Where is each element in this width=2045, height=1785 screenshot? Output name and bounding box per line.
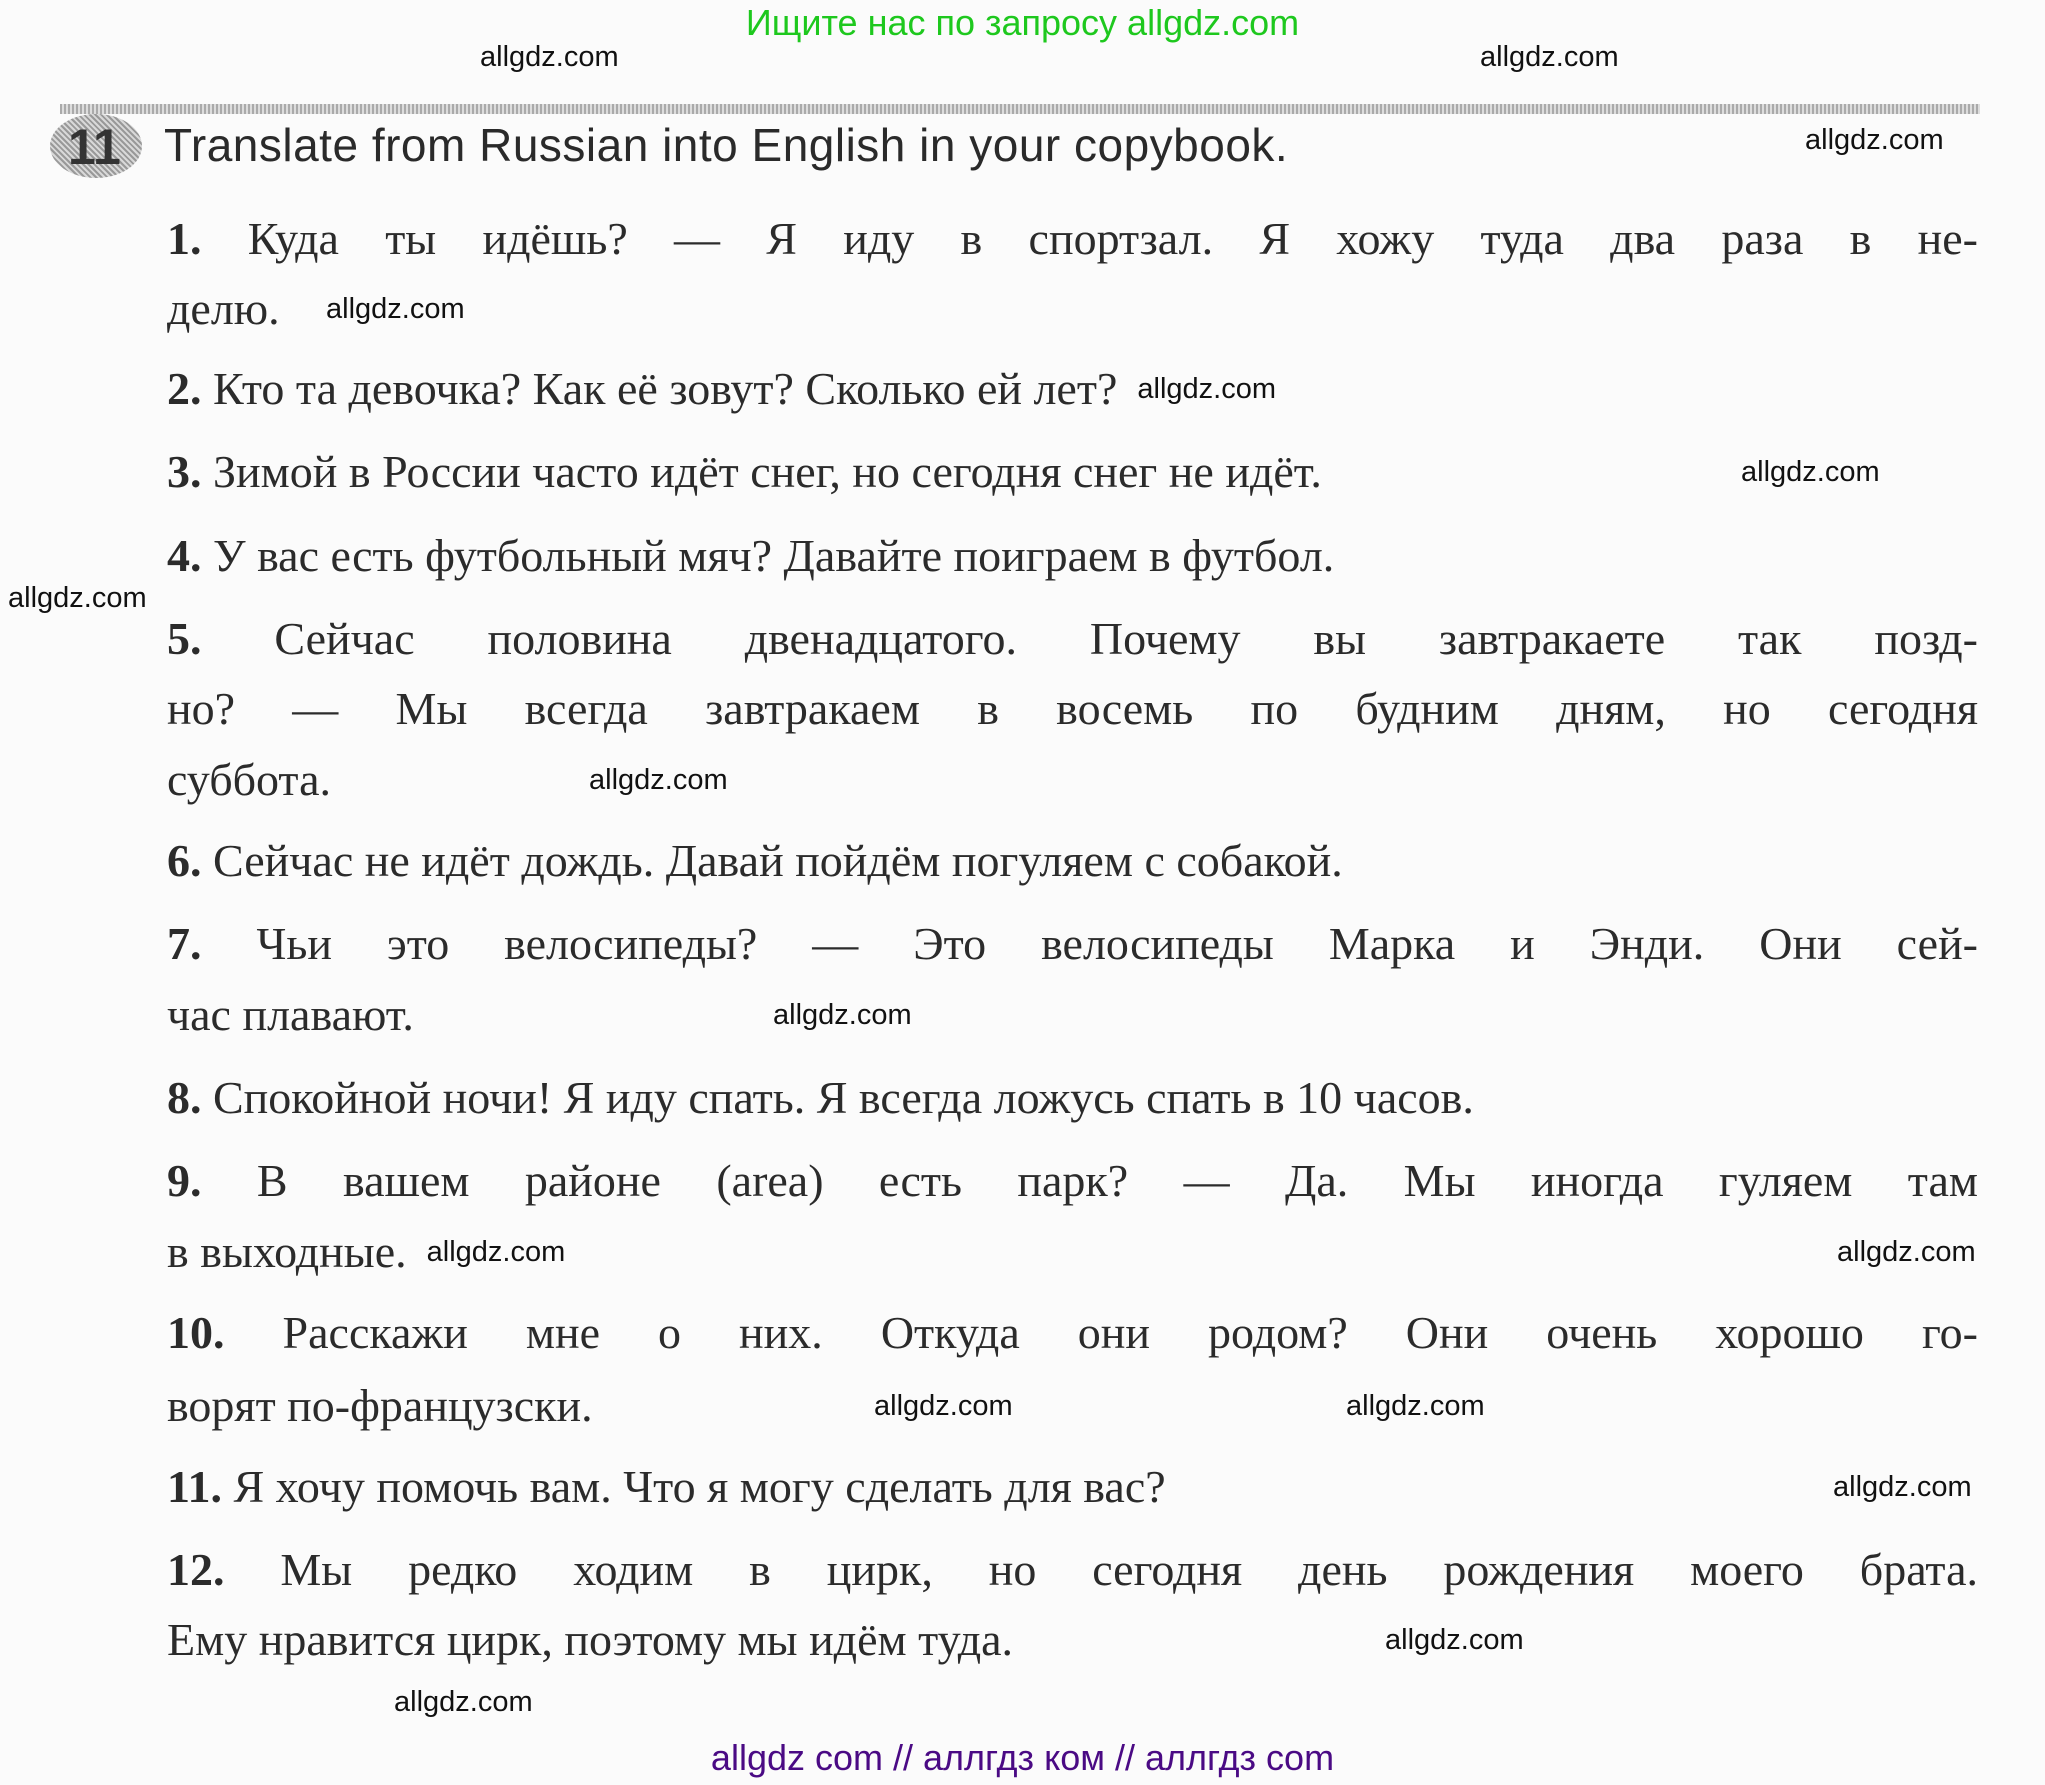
item-text: Ему нравится цирк, поэтому мы идём туда. bbox=[167, 1614, 1014, 1665]
exercise-item-7-line bbox=[167, 916, 1978, 972]
watermark: allgdz.com bbox=[1137, 373, 1276, 405]
item-text: ворят по-французски. bbox=[167, 1380, 593, 1431]
item-text: Зимой в России часто идёт снег, но сегодня снег не идёт. bbox=[213, 446, 1322, 497]
exercise-item-9-line bbox=[167, 1153, 1978, 1209]
exercise-item-12-line bbox=[167, 1612, 1013, 1668]
item-text: Куда ты идёшь? — Я иду в спортзал. Я хожу туда два раза в не- bbox=[247, 213, 1979, 264]
exercise-item-10-line bbox=[167, 1378, 593, 1434]
exercise-number-badge bbox=[50, 114, 142, 178]
item-text: У вас есть футбольный мяч? Давайте поиграем в футбол. bbox=[213, 530, 1335, 581]
exercise-title: Translate from Russian into English in your copybook. bbox=[164, 119, 1289, 171]
exercise-number: 11 bbox=[68, 119, 121, 175]
item-text: час плавают. bbox=[167, 989, 414, 1040]
item-text: Расскажи мне о них. Откуда они родом? Они очень хорошо го- bbox=[282, 1307, 1978, 1358]
item-number: 12. bbox=[167, 1544, 225, 1595]
exercise-item-3-line bbox=[167, 444, 1322, 500]
watermark: allgdz.com bbox=[1480, 41, 1619, 73]
item-text: Спокойной ночи! Я иду спать. Я всегда ложусь спать в 10 часов. bbox=[213, 1072, 1474, 1123]
watermark: allgdz.com bbox=[1805, 124, 1944, 156]
item-text: Сейчас не идёт дождь. Давай пойдём погуляем с собакой. bbox=[213, 835, 1343, 886]
exercise-item-10-line bbox=[167, 1305, 1978, 1361]
watermark: allgdz.com bbox=[8, 582, 147, 614]
watermark: allgdz.com bbox=[1837, 1236, 1976, 1268]
exercise-item-9-line bbox=[167, 1224, 407, 1280]
exercise-item-1-line bbox=[167, 211, 1978, 267]
item-number: 4. bbox=[167, 530, 202, 581]
item-number: 6. bbox=[167, 835, 202, 886]
item-number: 10. bbox=[167, 1307, 225, 1358]
header-divider bbox=[60, 104, 1980, 114]
item-number: 8. bbox=[167, 1072, 202, 1123]
item-text: в выходные. bbox=[167, 1226, 407, 1277]
exercise-item-5-line bbox=[167, 611, 1978, 667]
watermark: allgdz.com bbox=[1741, 456, 1880, 488]
exercise-item-7-line bbox=[167, 987, 414, 1043]
exercise-item-6-line bbox=[167, 833, 1343, 889]
exercise-item-12-line bbox=[167, 1542, 1978, 1598]
item-text: Сейчас половина двенадцатого. Почему вы завтракаете так позд- bbox=[274, 613, 1979, 664]
watermark: allgdz.com bbox=[480, 41, 619, 73]
exercise-item-1-line bbox=[167, 281, 280, 337]
item-text: суббота. bbox=[167, 754, 331, 805]
item-text: Чьи это велосипеды? — Это велосипеды Марка и Энди. Они сей- bbox=[256, 918, 1979, 969]
watermark: allgdz.com bbox=[1833, 1471, 1972, 1503]
item-text: Кто та девочка? Как её зовут? Сколько ей лет? bbox=[213, 363, 1118, 414]
watermark: allgdz.com bbox=[326, 293, 465, 325]
item-number: 2. bbox=[167, 363, 202, 414]
exercise-item-11-line bbox=[167, 1459, 1166, 1515]
exercise-item-5-line bbox=[167, 681, 1978, 737]
item-number: 7. bbox=[167, 918, 202, 969]
watermark: allgdz.com bbox=[394, 1686, 533, 1718]
watermark: allgdz.com bbox=[773, 999, 912, 1031]
watermark: allgdz.com bbox=[874, 1390, 1013, 1422]
item-number: 5. bbox=[167, 613, 202, 664]
item-text: Мы редко ходим в цирк, но сегодня день рождения моего брата. bbox=[280, 1544, 1978, 1595]
item-text: но? — Мы всегда завтракаем в восемь по будним дням, но сегодня bbox=[167, 683, 1978, 734]
watermark: allgdz.com bbox=[1385, 1624, 1524, 1656]
exercise-item-8-line bbox=[167, 1070, 1474, 1126]
item-number: 3. bbox=[167, 446, 202, 497]
item-text: В вашем районе (area) есть парк? — Да. Мы иногда гуляем там bbox=[256, 1155, 1978, 1206]
item-number: 9. bbox=[167, 1155, 202, 1206]
top-search-banner: Ищите нас по запросу allgdz.com bbox=[745, 2, 1300, 43]
item-text: делю. bbox=[167, 283, 280, 334]
exercise-item-5-line bbox=[167, 752, 331, 808]
bottom-banner: allgdz com // аллгдз ком // аллгдз com bbox=[710, 1737, 1335, 1778]
watermark: allgdz.com bbox=[1346, 1390, 1485, 1422]
item-number: 11. bbox=[167, 1461, 222, 1512]
watermark: allgdz.com bbox=[426, 1236, 566, 1268]
item-text: Я хочу помочь вам. Что я могу сделать для вас? bbox=[233, 1461, 1166, 1512]
watermark: allgdz.com bbox=[589, 764, 728, 796]
exercise-item-2-line bbox=[167, 361, 1117, 417]
item-number: 1. bbox=[167, 213, 202, 264]
exercise-item-4-line bbox=[167, 528, 1334, 584]
